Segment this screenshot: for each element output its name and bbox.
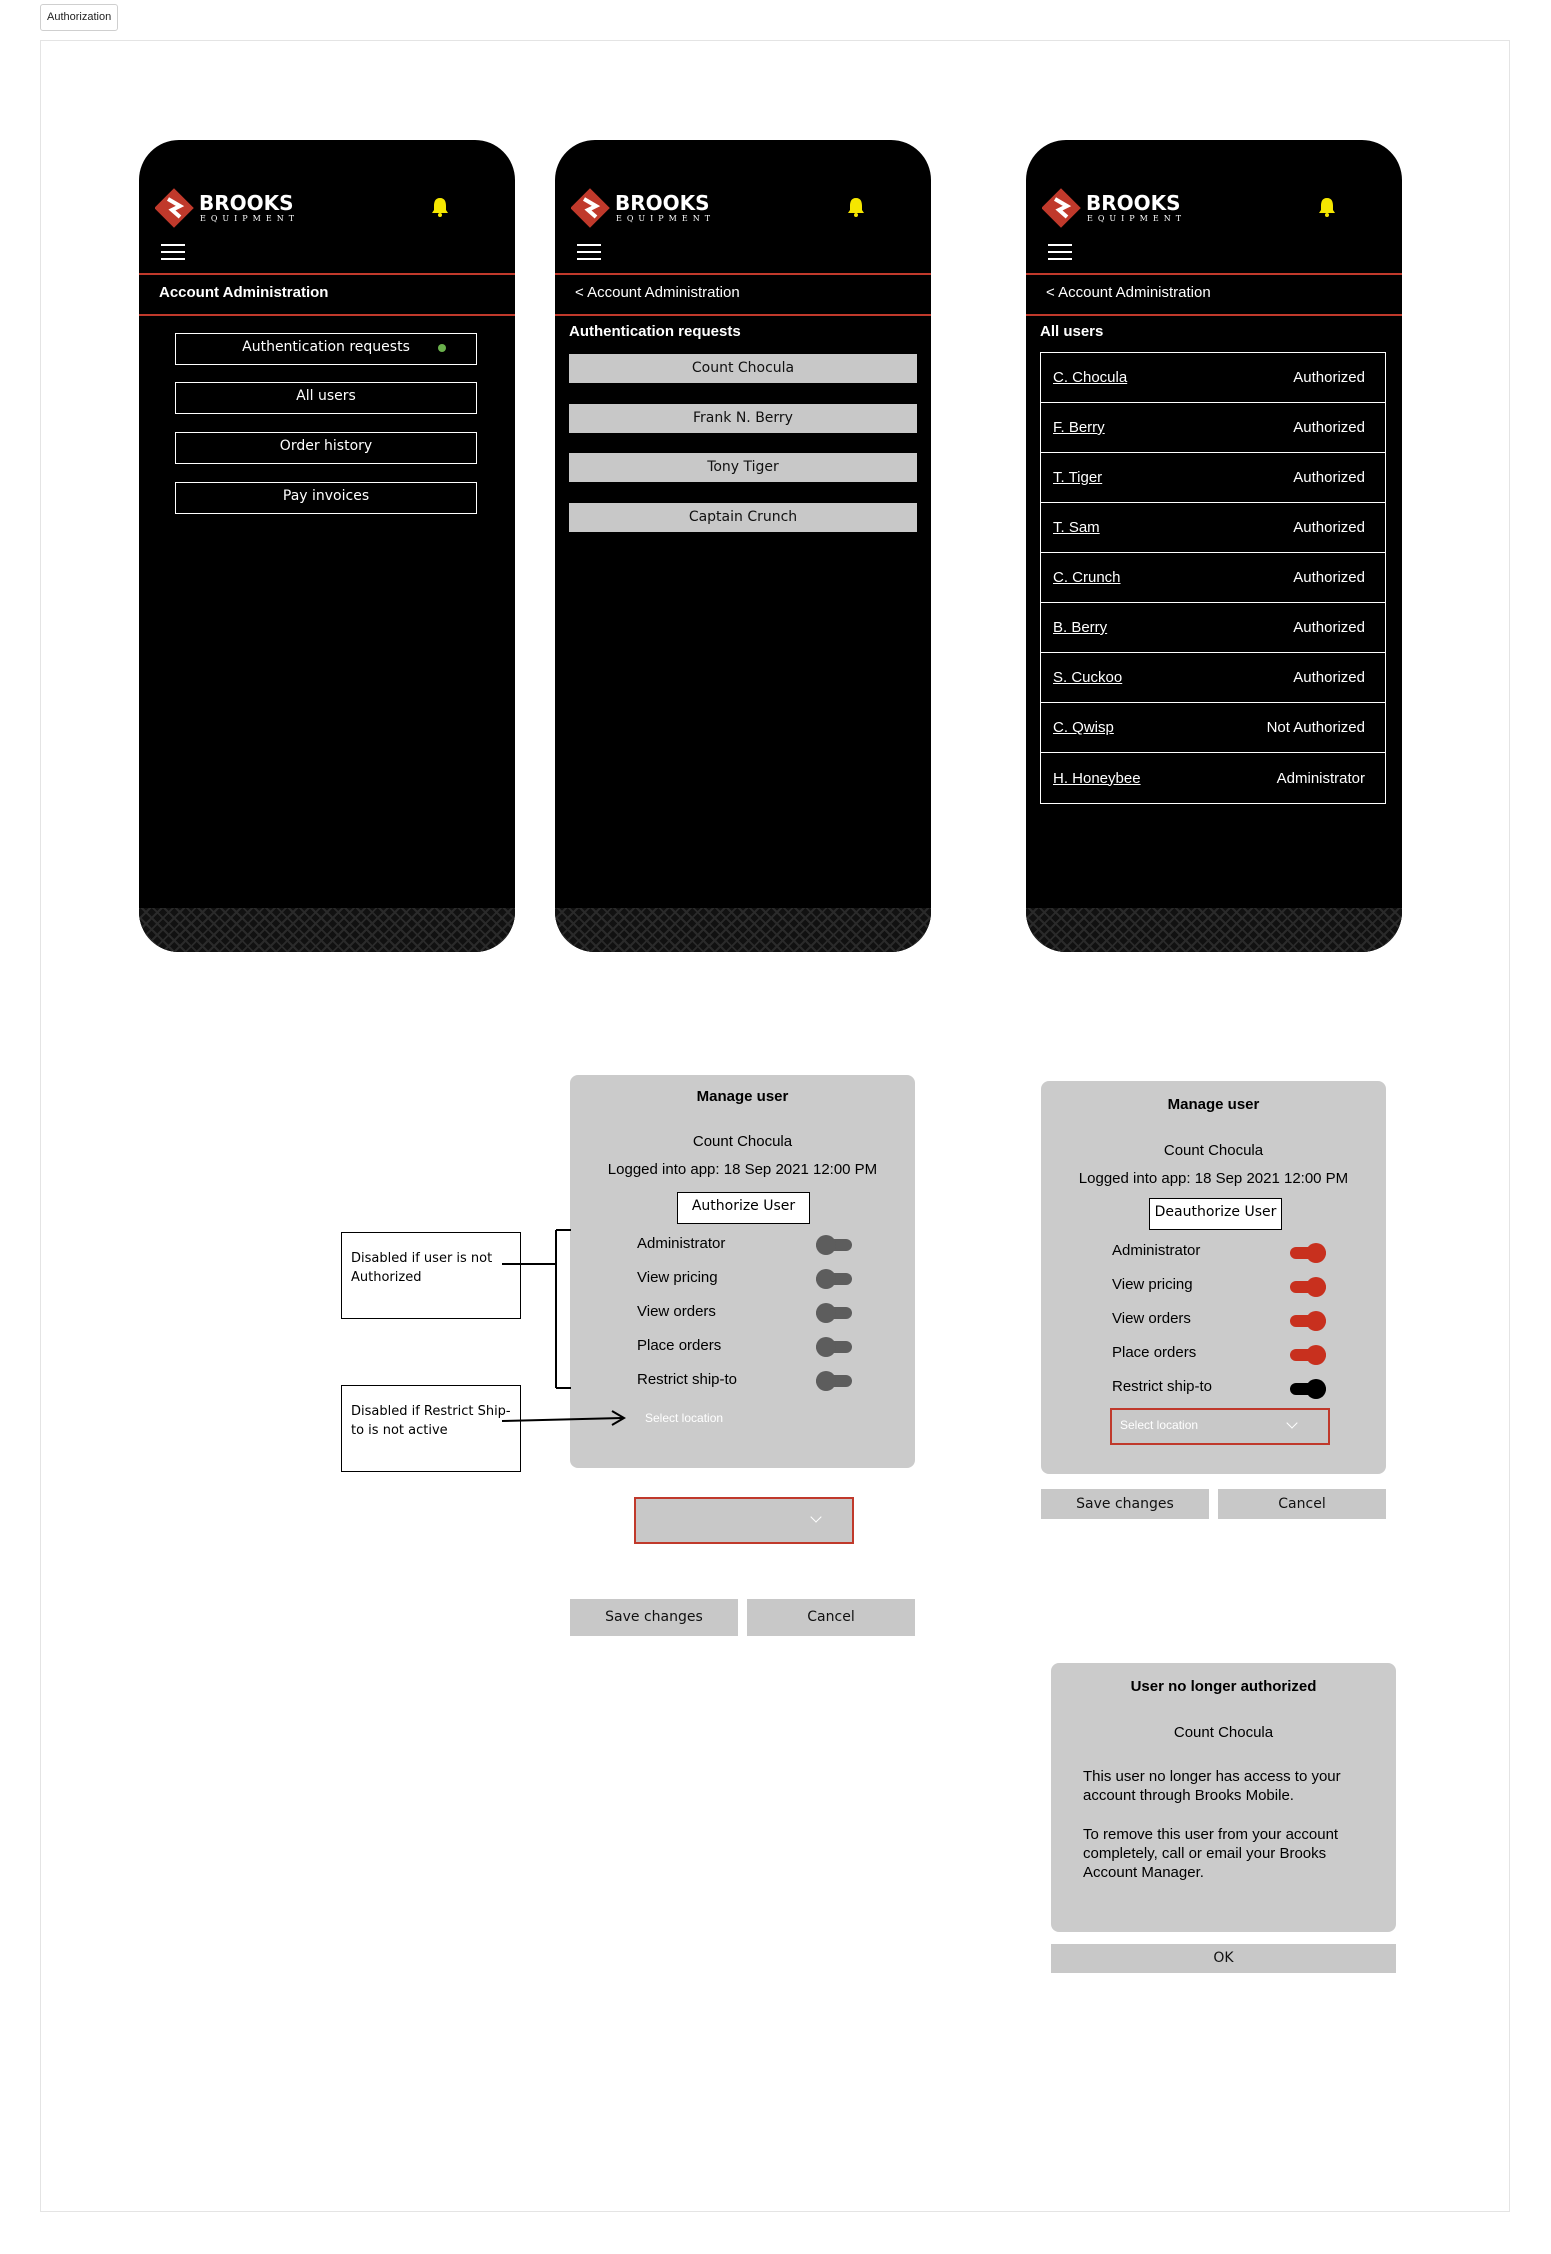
deauthorize-user-button[interactable]: Deauthorize User — [1149, 1198, 1282, 1230]
brand-name: BROOKS — [199, 191, 294, 215]
chevron-down-icon — [1286, 1417, 1297, 1428]
save-changes-button[interactable]: Save changes — [570, 1599, 738, 1636]
perm-label: Place orders — [637, 1337, 722, 1354]
cancel-button[interactable]: Cancel — [747, 1599, 915, 1636]
table-row — [1041, 703, 1385, 753]
user-link[interactable]: S. Cuckoo — [1053, 669, 1123, 686]
select-location-placeholder: Select location — [1120, 1418, 1199, 1432]
user-name: Count Chocula — [1163, 1142, 1264, 1159]
table-row — [1041, 753, 1385, 803]
table-row — [1041, 603, 1385, 653]
header-bar: Account Administration — [139, 273, 515, 316]
administrator-toggle[interactable] — [1290, 1247, 1326, 1259]
restrict-ship-to-toggle[interactable] — [1290, 1383, 1326, 1395]
new-indicator-dot — [438, 344, 446, 352]
administrator-toggle[interactable] — [816, 1239, 852, 1251]
request-item[interactable]: Tony Tiger — [569, 453, 917, 482]
user-status: Authorized — [1293, 619, 1365, 636]
manage-user-panel-authorized — [1041, 1081, 1386, 1474]
user-name: Count Chocula — [1173, 1724, 1274, 1741]
section-title: Authentication requests — [569, 323, 741, 340]
authorize-user-button[interactable]: Authorize User — [677, 1192, 810, 1224]
select-location-placeholder[interactable]: Select location — [645, 1411, 724, 1425]
hamburger-menu-icon[interactable] — [161, 244, 185, 262]
brand-name: BROOKS — [615, 191, 710, 215]
restrict-ship-to-toggle[interactable] — [816, 1375, 852, 1387]
user-status: Authorized — [1293, 569, 1365, 586]
chevron-down-icon — [810, 1511, 821, 1522]
panel-title: Manage user — [1167, 1096, 1260, 1113]
place-orders-toggle[interactable] — [816, 1341, 852, 1353]
pay-invoices-button[interactable]: Pay invoices — [175, 482, 477, 514]
brand-name: BROOKS — [1086, 191, 1181, 215]
hamburger-menu-icon[interactable] — [577, 244, 601, 262]
footer-pattern — [555, 908, 931, 952]
table-row — [1041, 653, 1385, 703]
user-link[interactable]: C. Chocula — [1053, 369, 1128, 386]
user-link[interactable]: C. Crunch — [1053, 569, 1121, 586]
panel-title: Manage user — [696, 1088, 789, 1105]
users-table — [1040, 352, 1386, 804]
user-link[interactable]: H. Honeybee — [1053, 769, 1141, 787]
perm-label: Administrator — [637, 1235, 726, 1252]
brand-sub: EQUIPMENT — [200, 214, 300, 223]
brooks-logo — [1042, 186, 1202, 230]
annotation-note: Disabled if user is not Authorized — [341, 1232, 521, 1319]
save-changes-button[interactable]: Save changes — [1041, 1489, 1209, 1519]
perm-label: Restrict ship-to — [637, 1371, 738, 1388]
footer-pattern — [1026, 908, 1402, 952]
perm-label: Place orders — [1112, 1344, 1197, 1361]
request-item[interactable]: Frank N. Berry — [569, 404, 917, 433]
table-row — [1041, 553, 1385, 603]
cancel-button[interactable]: Cancel — [1218, 1489, 1386, 1519]
section-title: All users — [1040, 323, 1104, 340]
ok-button[interactable]: OK — [1051, 1944, 1396, 1973]
brooks-logo — [571, 186, 731, 230]
hamburger-menu-icon[interactable] — [1048, 244, 1072, 262]
table-row — [1041, 503, 1385, 553]
last-login: Logged into app: 18 Sep 2021 12:00 PM — [1078, 1170, 1349, 1187]
notification-bell-icon[interactable] — [429, 196, 451, 218]
annotation-note: Disabled if Restrict Ship-to is not active — [341, 1385, 521, 1472]
user-name: Count Chocula — [692, 1133, 793, 1150]
view-pricing-toggle[interactable] — [1290, 1281, 1326, 1293]
notification-bell-icon[interactable] — [845, 196, 867, 218]
table-row — [1041, 403, 1385, 453]
user-link[interactable]: C. Qwisp — [1053, 719, 1114, 736]
brand-sub: EQUIPMENT — [616, 214, 716, 223]
frame-label: Authorization — [40, 4, 118, 31]
last-login: Logged into app: 18 Sep 2021 12:00 PM — [607, 1161, 878, 1178]
phone-all-users — [1026, 140, 1402, 952]
authentication-requests-button[interactable] — [175, 333, 477, 365]
back-link[interactable]: < Account Administration — [555, 273, 931, 316]
phone-authentication-requests — [555, 140, 931, 952]
view-pricing-toggle[interactable] — [816, 1273, 852, 1285]
back-link[interactable]: < Account Administration — [1026, 273, 1402, 316]
table-row — [1041, 353, 1385, 403]
dialog-title: User no longer authorized — [1130, 1678, 1317, 1695]
order-history-button[interactable]: Order history — [175, 432, 477, 464]
all-users-button[interactable]: All users — [175, 382, 477, 414]
request-item[interactable]: Captain Crunch — [569, 503, 917, 532]
location-dropdown[interactable] — [1110, 1408, 1330, 1445]
notification-bell-icon[interactable] — [1316, 196, 1338, 218]
location-dropdown[interactable] — [634, 1497, 854, 1544]
phone-account-admin — [139, 140, 515, 952]
user-status: Authorized — [1293, 669, 1365, 686]
user-link[interactable]: T. Sam — [1053, 519, 1100, 536]
perm-label: View orders — [1112, 1310, 1191, 1327]
footer-pattern — [139, 908, 515, 952]
brooks-logo — [155, 186, 315, 230]
user-link[interactable]: T. Tiger — [1053, 469, 1103, 486]
user-status: Authorized — [1293, 369, 1365, 386]
view-orders-toggle[interactable] — [1290, 1315, 1326, 1327]
user-status: Not Authorized — [1266, 719, 1365, 736]
perm-label: View pricing — [1112, 1276, 1193, 1293]
dialog-message: To remove this user from your account completely, call or email your Brooks Account Manager. — [1083, 1826, 1339, 1881]
brand-sub: EQUIPMENT — [1087, 214, 1187, 223]
dialog-message: This user no longer has access to your account through Brooks Mobile. — [1083, 1768, 1341, 1804]
button-label: Authentication requests — [242, 339, 410, 355]
user-deauthorized-dialog — [1051, 1663, 1396, 1932]
user-link[interactable]: B. Berry — [1053, 619, 1108, 636]
manage-user-panel — [570, 1075, 915, 1468]
place-orders-toggle[interactable] — [1290, 1349, 1326, 1361]
perm-label: Administrator — [1112, 1242, 1201, 1259]
table-row — [1041, 453, 1385, 503]
user-status: Administrator — [1276, 769, 1365, 787]
perm-label: View pricing — [637, 1269, 718, 1286]
user-status: Authorized — [1293, 519, 1365, 536]
request-item[interactable]: Count Chocula — [569, 354, 917, 383]
user-link[interactable]: F. Berry — [1053, 419, 1105, 436]
user-status: Authorized — [1293, 419, 1365, 436]
user-status: Authorized — [1293, 469, 1365, 486]
perm-label: View orders — [637, 1303, 716, 1320]
perm-label: Restrict ship-to — [1112, 1378, 1213, 1395]
view-orders-toggle[interactable] — [816, 1307, 852, 1319]
